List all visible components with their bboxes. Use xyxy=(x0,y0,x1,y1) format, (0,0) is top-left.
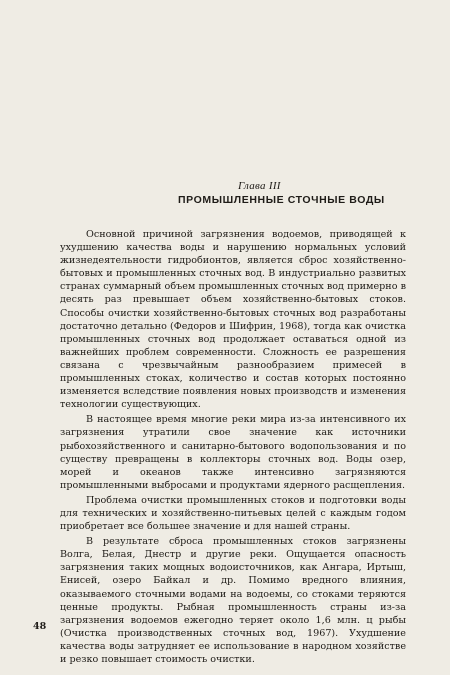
chapter-body xyxy=(60,228,406,666)
chapter-title: ПРОМЫШЛЕННЫЕ СТОЧНЫЕ ВОДЫ xyxy=(178,194,385,206)
paragraph-1: Основной причиной загрязнения водоемов, приводящей к ухудшению качества воды и нарушению нормальных условий жизнедеятельности гидробионтов, является сброс хозяйственно-бытовых и промышленных сточных вод. В индустриально развитых странах суммарный объем промышленных сточных вод примерно в десять раз превышает объем хозяйственно-бытовых стоков. Способы очистки хозяйственно-бытовых сточных вод разработаны достаточно детально (Федоров и Шифрин, 1968), тогда как очистка промышленных сточных вод продолжает оставаться одной из важнейших проблем современности. Сложность ее разрешения связана с чрезвычайным разнообразием примесей в промышленных стоках, количество и состав которых постоянно изменяется вследствие появления новых производств и изменения технологии существующих. xyxy=(60,229,406,411)
paragraph-2: В настоящее время многие реки мира из-за интенсивного их загрязнения утратили свое значение как источники рыбохозяйственного и санитарно-бытового водопользования и по существу превращены в коллекторы сточных вод. Воды озер, морей и океанов также интенсивно загрязняются промышленными выбросами и продуктами ядерного расщепления. xyxy=(60,414,406,491)
page-number: 48 xyxy=(33,621,47,632)
chapter-label: Глава III xyxy=(238,180,281,192)
paragraph-4: В результате сброса промышленных стоков загрязнены Волга, Белая, Днестр и другие реки. Ощущается опасность загрязнения таких мощных водоисточников, как Ангара, Иртыш, Енисей, озеро Байкал и др. Помимо вредного влияния, оказываемого сточными водами на водоемы, со стоками теряются ценные продукты. Рыбная промышленность страны из-за загрязнения водоемов ежегодно теряет около 1,6 млн. ц рыбы (Очистка производственных сточных вод, 1967). Ухудшение качества воды затрудняет ее использование в народном хозяйстве и резко повышает стоимость очистки. xyxy=(60,536,406,665)
paragraph-3: Проблема очистки промышленных стоков и подготовки воды для технических и хозяйственно-питьевых целей с каждым годом приобретает все большее значение и для нашей страны. xyxy=(60,494,406,533)
